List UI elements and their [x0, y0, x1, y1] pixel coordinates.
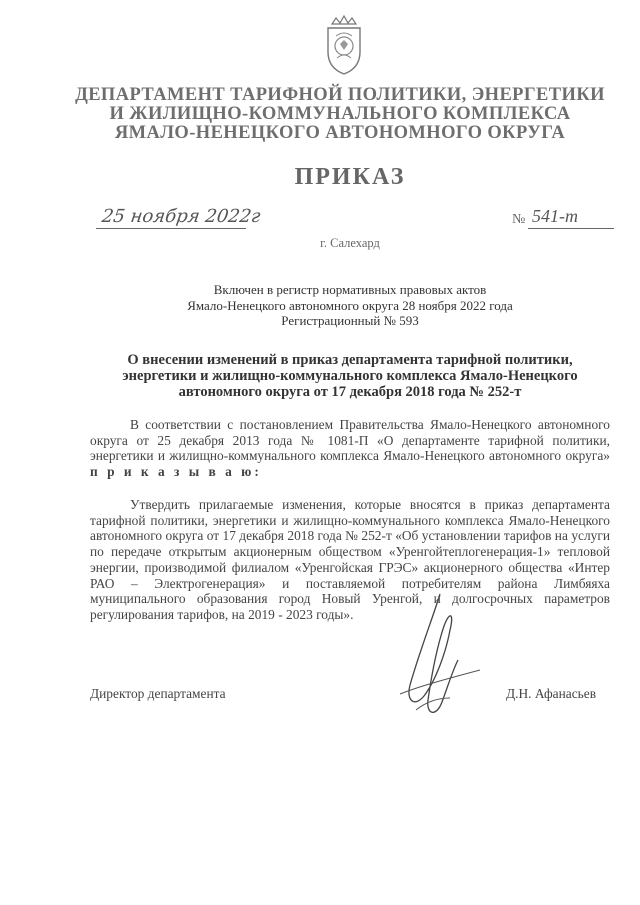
number-underline: [528, 228, 614, 229]
subject-line: автономного округа от 17 декабря 2018 года № 252-т: [178, 384, 522, 400]
date-underline: [96, 228, 246, 229]
subject-line: О внесении изменений в приказ департамента тарифной политики,: [127, 352, 573, 368]
registry-note: [0, 282, 640, 329]
document-type: ПРИКАЗ: [294, 164, 406, 190]
signer-name: Д.Н. Афанасьев: [506, 686, 597, 701]
handwritten-signature: [380, 590, 500, 730]
subject-line: энергетики и жилищно-коммунального комплекса Ямало-Ненецкого: [122, 368, 578, 384]
department-title-line: ЯМАЛО-НЕНЕЦКОГО АВТОНОМНОГО ОКРУГА: [114, 123, 566, 143]
signer-position: Директор департамента: [90, 686, 226, 701]
order-verb: п р и к а з ы в а ю:: [90, 464, 262, 480]
registry-line: Ямало-Ненецкого автономного округа 28 ноября 2022 года: [187, 297, 513, 313]
number-prefix: №: [512, 212, 526, 227]
registry-line: Регистрационный № 593: [281, 313, 419, 328]
department-title-line: И ЖИЛИЩНО-КОММУНАЛЬНОГО КОМПЛЕКСА: [109, 104, 571, 124]
department-title-line: ДЕПАРТАМЕНТ ТАРИФНОЙ ПОЛИТИКИ, ЭНЕРГЕТИКИ: [75, 85, 605, 105]
order-number: 541-т: [532, 206, 578, 226]
department-title: [40, 86, 640, 143]
decision-text: Утвердить прилагаемые изменения, которые вносятся в приказ департамента тарифной политики, энергетики и жилищно-коммунального комплекса Ямало-Ненецкого автономного округа от 17 декабря 2018 года № 252-т «Об установлении тарифов на услуги по передаче открытым акционерным обществом «Уренгойтеплогенерация-1» тепловой энергии, производимой филиалом «Уренгойская ГРЭС» акционерного общества «Интер РАО – Электрогенерация» и поставляемой потребителям района Лимбяяха муниципального образования город Новый Уренгой, и долгосрочных параметров регулирования тарифов, на 2019 - 2023 годы».: [90, 497, 610, 622]
city: г. Салехард: [320, 236, 380, 250]
preamble-text: В соответствии с постановлением Правительства Ямало-Ненецкого автономного округа от 25 декабря 2013 года № 1081-П «О департаменте тарифной политики, энергетики и жилищно-коммунального комплекса Ямало-Ненецкого автономного округа»: [90, 417, 610, 464]
preamble-paragraph: [90, 417, 610, 480]
registry-line: Включен в регистр нормативных правовых актов: [213, 282, 487, 297]
decision-paragraph: [90, 497, 610, 623]
coat-of-arms-icon: [322, 14, 366, 76]
order-date: 25 ноября 2022г: [100, 206, 262, 227]
document-subject: [90, 352, 610, 400]
